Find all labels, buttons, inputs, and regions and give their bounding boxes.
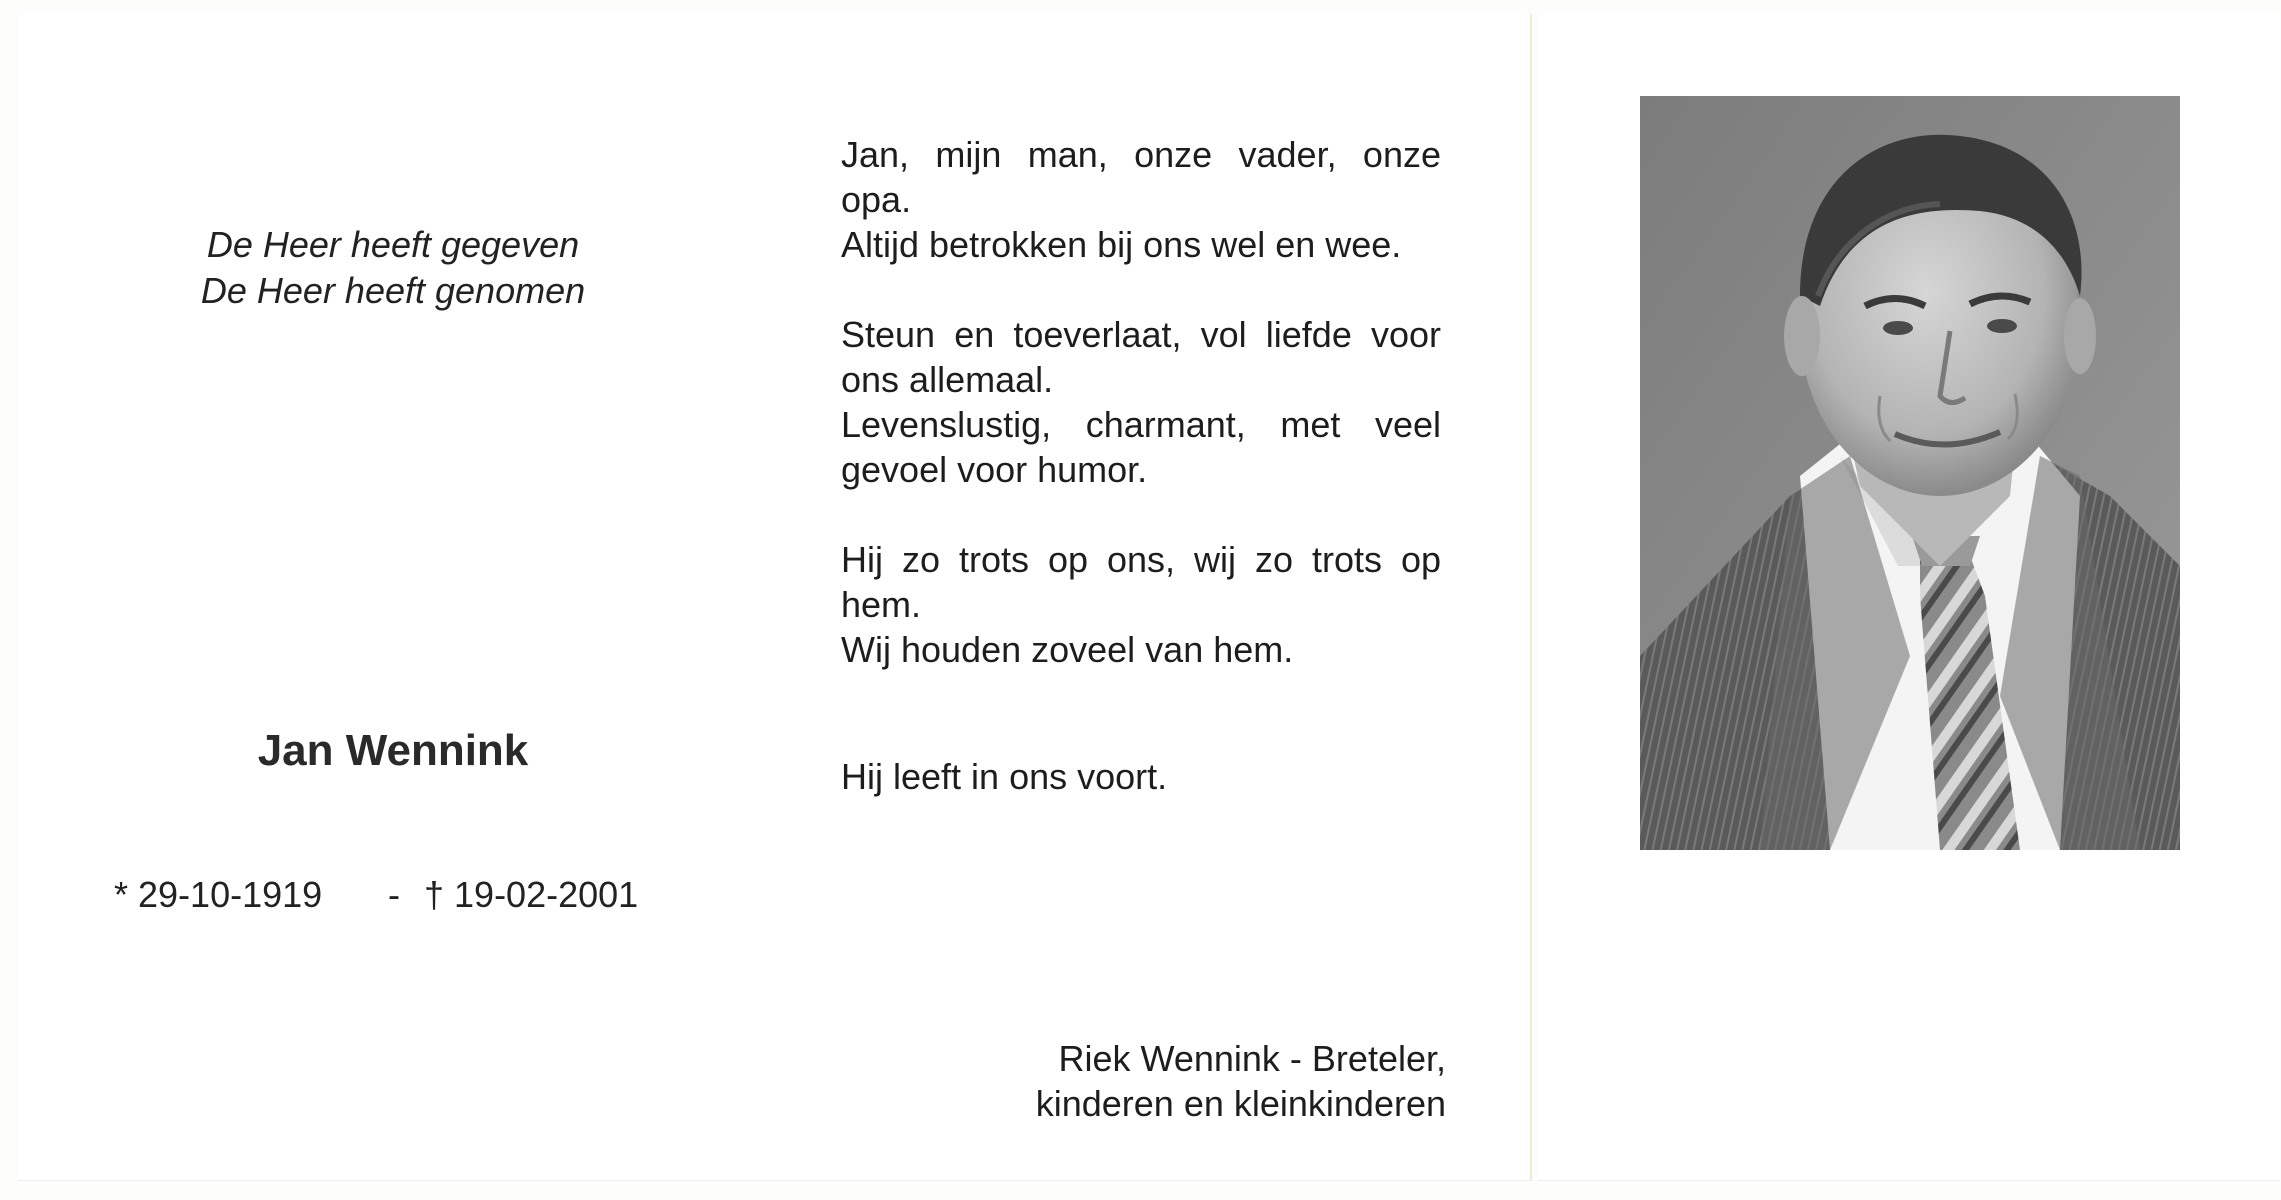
signature-line: kinderen en kleinkinderen bbox=[1035, 1083, 1446, 1124]
motto bbox=[148, 222, 638, 314]
deceased-name: Jan Wennink bbox=[257, 726, 529, 775]
poem-closing-line: Hij leeft in ons voort. bbox=[841, 756, 1168, 797]
poem-line: Levenslustig, charmant, met veel bbox=[841, 404, 1441, 445]
poem-line: hem. bbox=[841, 584, 922, 625]
motto-line: De Heer heeft gegeven bbox=[206, 224, 580, 265]
poem-line: gevoel voor humor. bbox=[841, 449, 1148, 490]
poem bbox=[841, 132, 1441, 799]
signature bbox=[1006, 1036, 1446, 1126]
portrait-illustration bbox=[1640, 96, 2180, 850]
poem-line: Wij houden zoveel van hem. bbox=[841, 629, 1294, 670]
poem-line: opa. bbox=[841, 179, 912, 220]
life-dates bbox=[114, 874, 674, 916]
poem-line: Hij zo trots op ons, wij zo trots op bbox=[841, 539, 1441, 580]
motto-line: De Heer heeft genomen bbox=[200, 270, 586, 311]
poem-line: Jan, mijn man, onze vader, onze bbox=[841, 134, 1441, 175]
date-separator: - bbox=[388, 874, 400, 915]
card-inner-spread bbox=[18, 14, 1532, 1181]
poem-line: Steun en toeverlaat, vol liefde voor bbox=[841, 314, 1441, 355]
poem-line: Altijd betrokken bij ons wel en wee. bbox=[841, 224, 1402, 265]
portrait-photo bbox=[1640, 96, 2180, 850]
birth-date: * 29-10-1919 bbox=[114, 874, 323, 915]
poem-line: ons allemaal. bbox=[841, 359, 1054, 400]
signature-line: Riek Wennink - Breteler, bbox=[1058, 1038, 1446, 1079]
death-date: † 19-02-2001 bbox=[424, 874, 639, 915]
